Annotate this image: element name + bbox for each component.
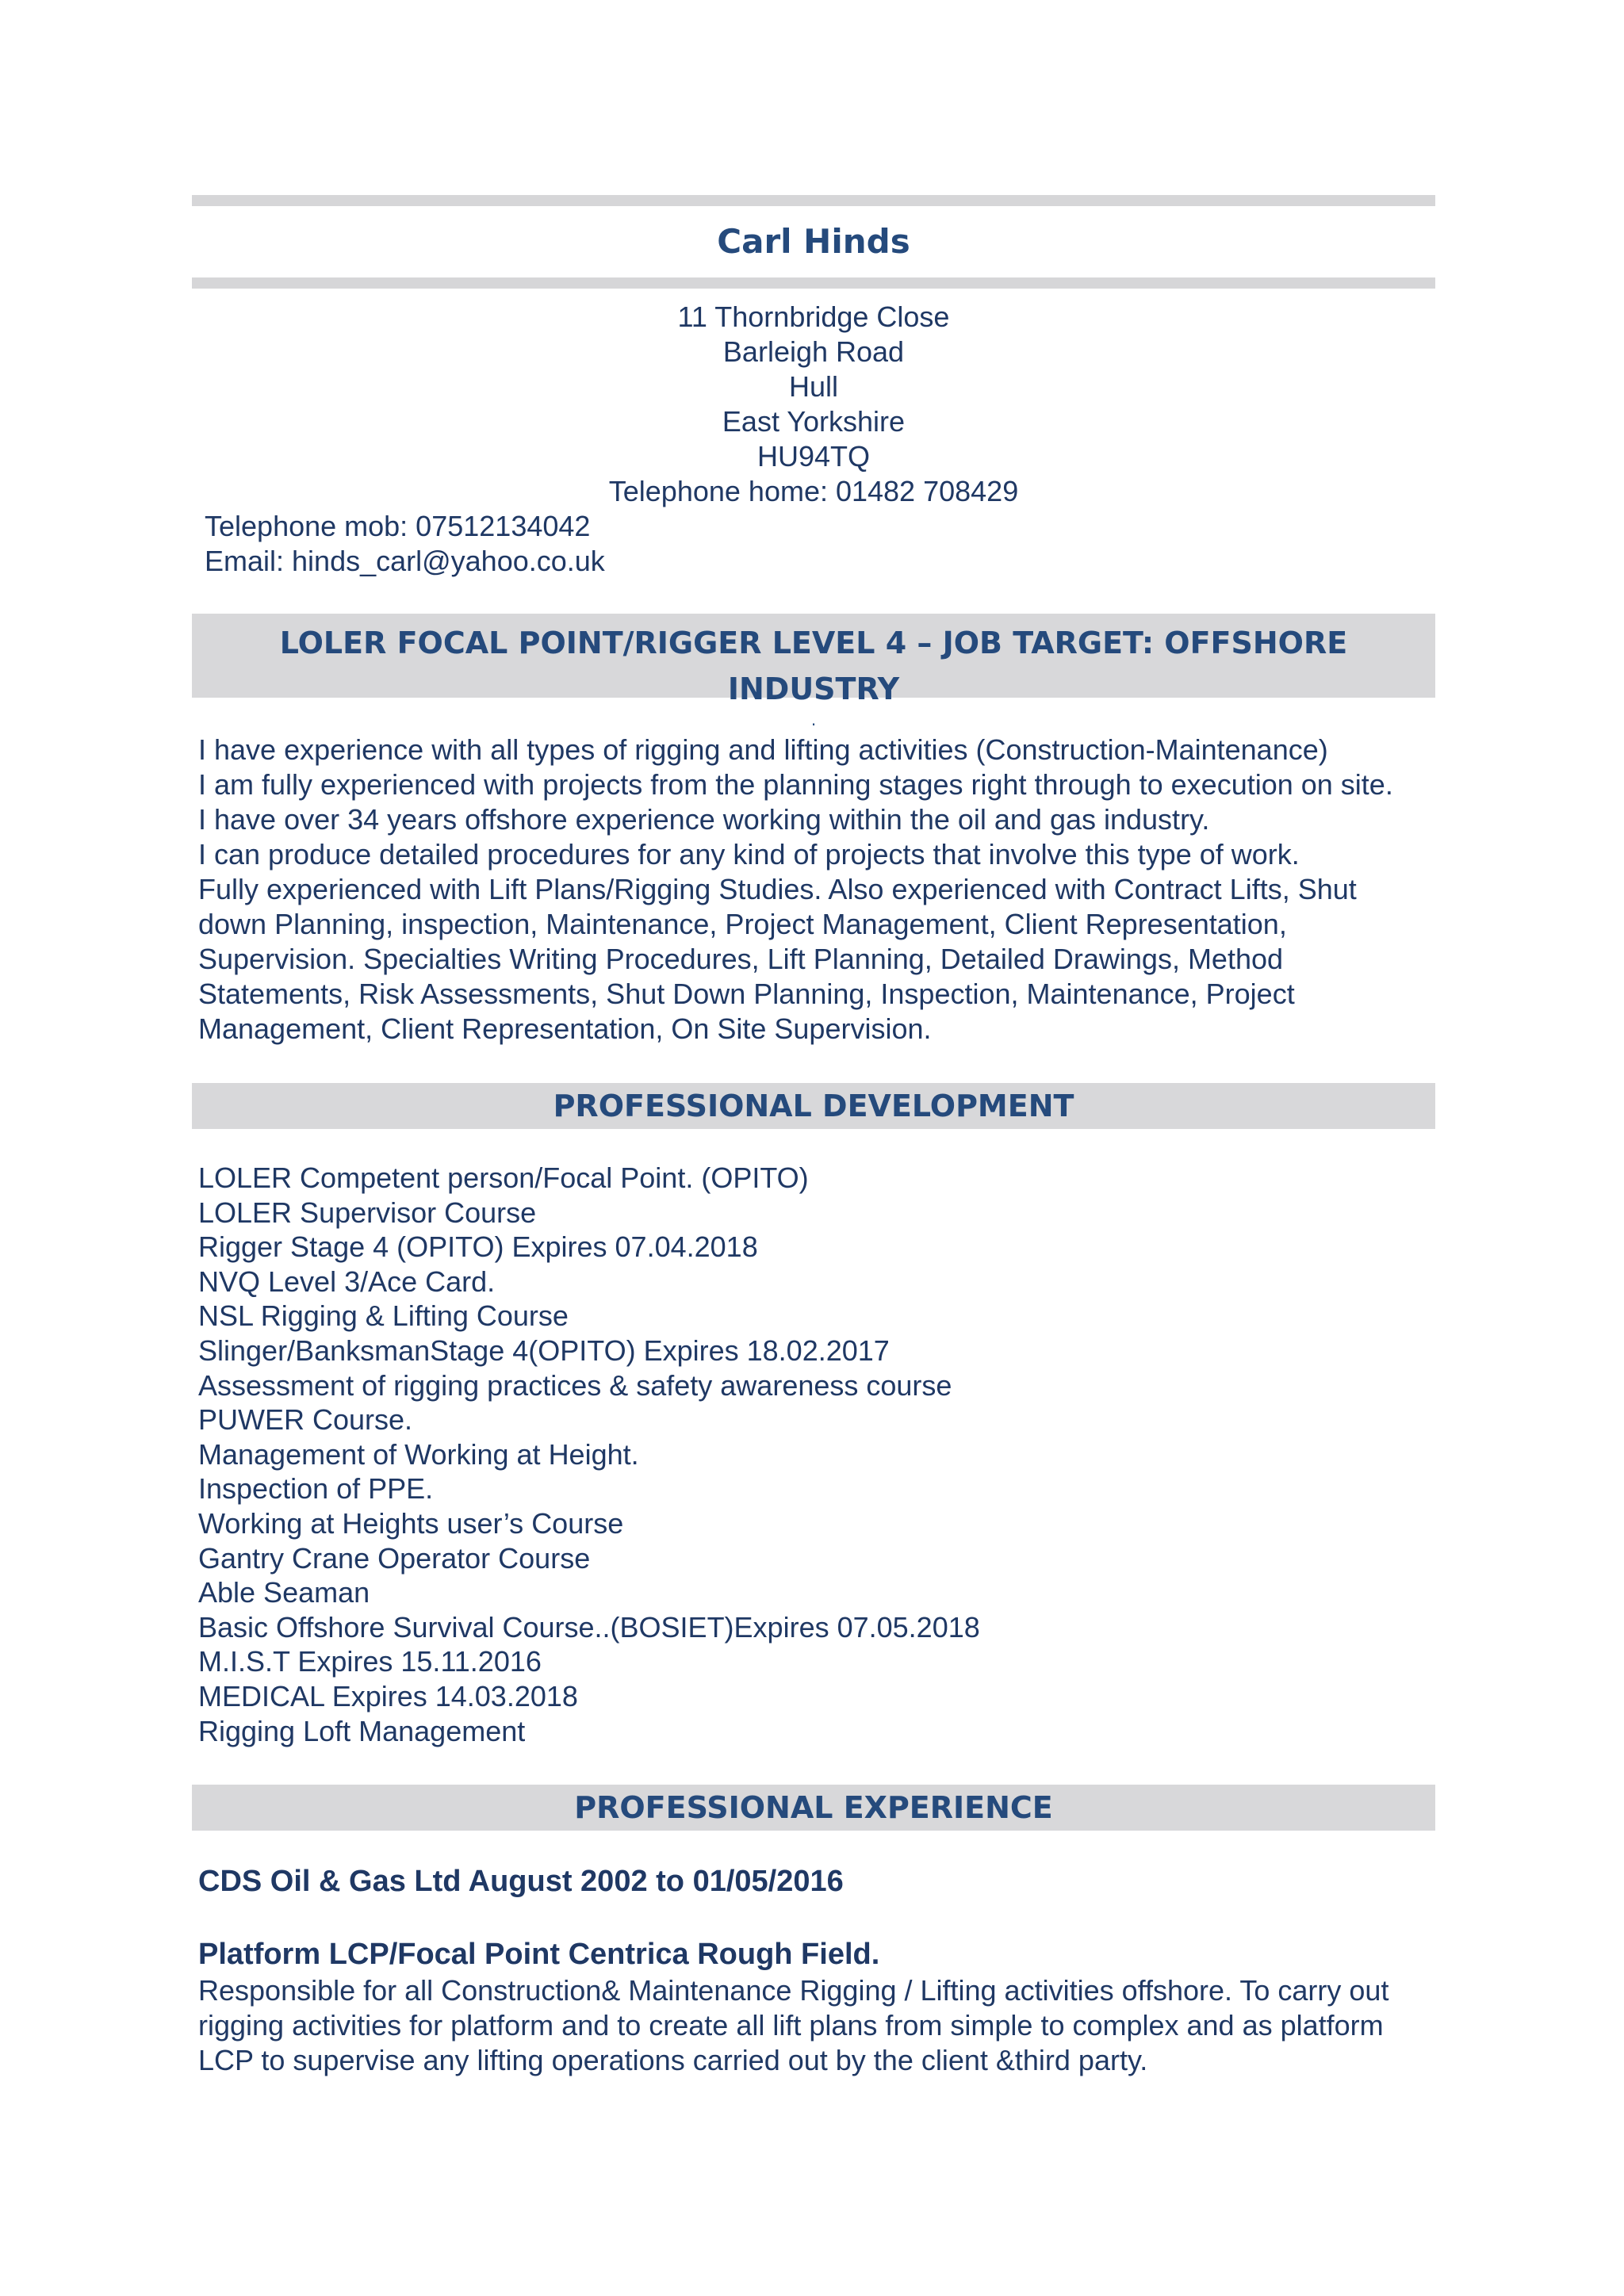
email-address: Email: hinds_carl@yahoo.co.uk <box>205 545 605 577</box>
job-company: CDS Oil & Gas Ltd August 2002 to 01/05/2016 <box>198 1865 844 1899</box>
mobile-telephone: Telephone mob: 07512134042 <box>205 510 591 542</box>
list-item: Management of Working at Height. <box>198 1437 639 1471</box>
address-line: 11 Thornbridge Close <box>677 300 950 333</box>
list-item: Able Seaman <box>198 1576 370 1609</box>
top-rule <box>192 195 1435 206</box>
job-target-dot: . <box>810 710 817 729</box>
list-item: Slinger/BanksmanStage 4(OPITO) Expires 18.02.2017 <box>198 1334 890 1367</box>
address-line: HU94TQ <box>756 440 871 473</box>
list-item: M.I.S.T Expires 15.11.2016 <box>198 1645 542 1678</box>
list-item: NVQ Level 3/Ace Card. <box>198 1265 496 1298</box>
resume-page <box>192 195 1435 2078</box>
development-list <box>192 1161 1435 1748</box>
candidate-name: Carl Hinds <box>717 222 910 261</box>
list-item: LOLER Supervisor Course <box>198 1196 537 1229</box>
address-block <box>192 300 1435 509</box>
list-item: Gantry Crane Operator Course <box>198 1541 591 1575</box>
job-target-heading <box>192 614 1435 729</box>
list-item: Rigging Loft Management <box>198 1714 526 1747</box>
list-item: PUWER Course. <box>198 1403 413 1437</box>
list-item: LOLER Competent person/Focal Point. (OPITO) <box>198 1161 809 1194</box>
summary-line: I have experience with all types of rigging and lifting activities (Construction-Maintenance) <box>198 733 1328 766</box>
job-description: Responsible for all Construction& Maintenance Rigging / Lifting activities offshore. To carry out rigging activities for platform and to create all lift plans from simple to complex and as platform LCP to supervise any lifting operations carried out by the client &third party. <box>198 1974 1389 2077</box>
address-line: Barleigh Road <box>722 335 905 368</box>
summary-block <box>192 733 1435 1047</box>
experience-heading: PROFESSIONAL EXPERIENCE <box>192 1785 1435 1831</box>
list-item: Rigger Stage 4 (OPITO) Expires 07.04.2018 <box>198 1230 758 1264</box>
summary-line: I have over 34 years offshore experience working within the oil and gas industry. <box>198 803 1210 836</box>
summary-line: I am fully experienced with projects from the planning stages right through to execution on site. <box>198 768 1393 801</box>
list-item: Assessment of rigging practices & safety awareness course <box>198 1368 952 1402</box>
list-item: Working at Heights user’s Course <box>198 1506 624 1540</box>
address-line: Hull <box>788 370 838 403</box>
contact-block <box>192 509 1435 579</box>
list-item: MEDICAL Expires 14.03.2018 <box>198 1679 578 1712</box>
list-item: Inspection of PPE. <box>198 1472 434 1506</box>
name-rule <box>192 277 1435 289</box>
summary-line: I can produce detailed procedures for any kind of projects that involve this type of work. <box>198 838 1300 871</box>
job-role: Platform LCP/Focal Point Centrica Rough Field. <box>198 1938 880 1972</box>
summary-line: Fully experienced with Lift Plans/Rigging Studies. Also experienced with Contract Lifts, Shut down Planning, inspection, Maintenance, Project Management, Client Representation, Supervision. Specialties Writing Procedures, Lift Planning, Detailed Drawings, Method Statements, Risk Assessments, Shut Down Planning, Inspection, Maintenance, Project Management, Client Representation, On Site Supervision. <box>198 873 1357 1045</box>
list-item: NSL Rigging & Lifting Course <box>198 1299 569 1333</box>
job-target-title: LOLER FOCAL POINT/RIGGER LEVEL 4 – JOB TARGET: OFFSHORE INDUSTRY <box>279 626 1348 706</box>
list-item: Basic Offshore Survival Course..(BOSIET)Expires 07.05.2018 <box>198 1610 980 1644</box>
address-line: East Yorkshire <box>722 405 906 438</box>
development-heading: PROFESSIONAL DEVELOPMENT <box>192 1083 1435 1129</box>
home-telephone: Telephone home: 01482 708429 <box>608 475 1019 507</box>
